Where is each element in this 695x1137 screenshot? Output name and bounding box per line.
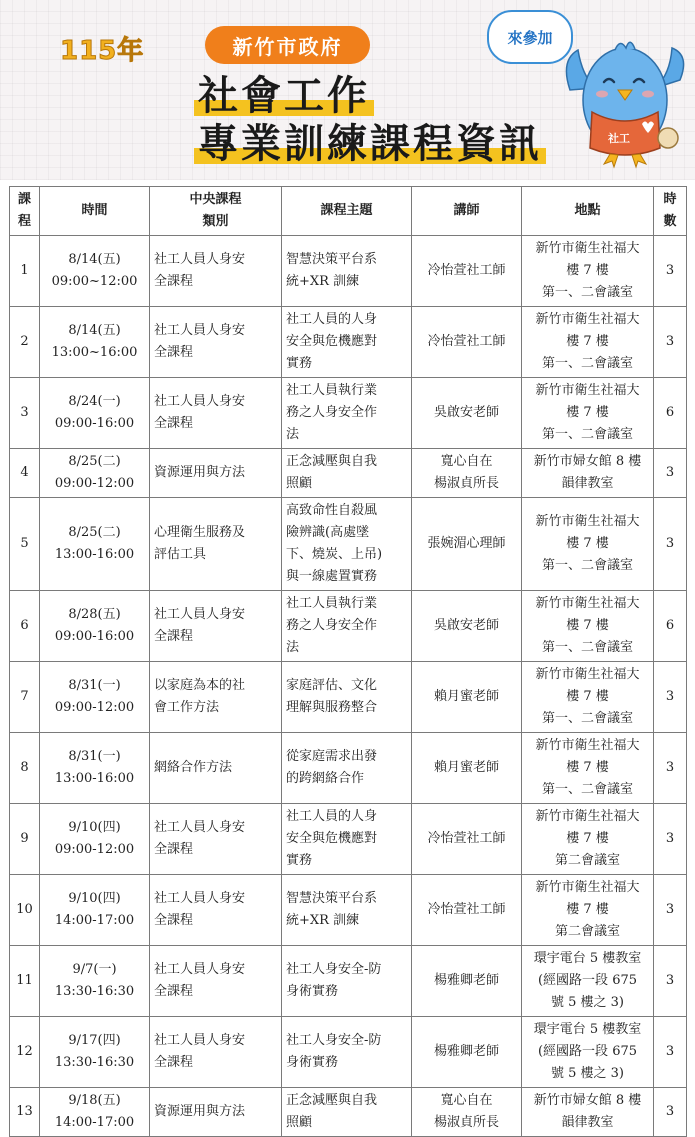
cell-time: 9/18(五) 14:00-17:00 bbox=[40, 1088, 150, 1137]
cell-course-no: 2 bbox=[10, 307, 40, 378]
col-header-time: 時間 bbox=[40, 187, 150, 236]
table-body bbox=[10, 236, 687, 1137]
col-header-topic: 課程主題 bbox=[282, 187, 412, 236]
cell-time: 8/31(一) 13:00-16:00 bbox=[40, 733, 150, 804]
cell-course-no: 11 bbox=[10, 946, 40, 1017]
cell-teacher: 賴月蜜老師 bbox=[412, 733, 522, 804]
cell-course-no: 12 bbox=[10, 1017, 40, 1088]
cell-teacher: 冷怡萱社工師 bbox=[412, 236, 522, 307]
col-header-hours: 時 數 bbox=[654, 187, 687, 236]
cell-hours: 6 bbox=[654, 378, 687, 449]
cell-topic: 智慧決策平台系 統+XR 訓練 bbox=[282, 236, 412, 307]
cell-category: 社工人員人身安 全課程 bbox=[150, 378, 282, 449]
cell-course-no: 3 bbox=[10, 378, 40, 449]
cell-hours: 3 bbox=[654, 449, 687, 498]
cell-teacher: 賴月蜜老師 bbox=[412, 662, 522, 733]
cell-teacher: 冷怡萱社工師 bbox=[412, 804, 522, 875]
cell-topic: 智慧決策平台系 統+XR 訓練 bbox=[282, 875, 412, 946]
cell-topic: 社工人身安全-防 身術實務 bbox=[282, 1017, 412, 1088]
cell-teacher: 吳啟安老師 bbox=[412, 591, 522, 662]
cell-hours: 3 bbox=[654, 662, 687, 733]
cell-time: 8/31(一) 09:00-12:00 bbox=[40, 662, 150, 733]
cell-hours: 3 bbox=[654, 307, 687, 378]
col-header-teacher: 講師 bbox=[412, 187, 522, 236]
cell-time: 8/24(一) 09:00-16:00 bbox=[40, 378, 150, 449]
cell-topic: 社工人員執行業 務之人身安全作 法 bbox=[282, 591, 412, 662]
cell-place: 新竹市衛生社福大 樓 7 樓 第二會議室 bbox=[522, 875, 654, 946]
vest-tag: 社工 bbox=[608, 132, 630, 145]
cell-hours: 3 bbox=[654, 1088, 687, 1137]
table-row bbox=[10, 498, 687, 591]
bird-mascot-icon bbox=[560, 20, 690, 180]
cell-topic: 從家庭需求出發 的跨網絡合作 bbox=[282, 733, 412, 804]
cell-time: 9/10(四) 09:00-12:00 bbox=[40, 804, 150, 875]
cell-hours: 3 bbox=[654, 236, 687, 307]
cell-course-no: 1 bbox=[10, 236, 40, 307]
title-line-1: 社會工作 bbox=[198, 72, 370, 120]
cell-course-no: 6 bbox=[10, 591, 40, 662]
cell-topic: 社工人員的人身 安全與危機應對 實務 bbox=[282, 804, 412, 875]
col-header-category: 中央課程 類別 bbox=[150, 187, 282, 236]
cell-time: 8/25(二) 13:00-16:00 bbox=[40, 498, 150, 591]
cell-topic: 正念減壓與自我 照顧 bbox=[282, 449, 412, 498]
cell-teacher: 楊雅卿老師 bbox=[412, 946, 522, 1017]
table-row bbox=[10, 733, 687, 804]
cell-category: 社工人員人身安 全課程 bbox=[150, 1017, 282, 1088]
cell-place: 新竹市衛生社福大 樓 7 樓 第一、二會議室 bbox=[522, 307, 654, 378]
title-line-2: 專業訓練課程資訊 bbox=[198, 120, 542, 168]
table-row bbox=[10, 1017, 687, 1088]
cell-hours: 3 bbox=[654, 804, 687, 875]
cell-teacher: 張婉湄心理師 bbox=[412, 498, 522, 591]
cell-topic: 社工人員的人身 安全與危機應對 實務 bbox=[282, 307, 412, 378]
cell-category: 以家庭為本的社 會工作方法 bbox=[150, 662, 282, 733]
cell-time: 8/28(五) 09:00-16:00 bbox=[40, 591, 150, 662]
cell-category: 社工人員人身安 全課程 bbox=[150, 946, 282, 1017]
course-table bbox=[9, 186, 687, 1137]
table-row bbox=[10, 236, 687, 307]
header-banner bbox=[0, 0, 695, 180]
cell-teacher: 冷怡萱社工師 bbox=[412, 307, 522, 378]
cell-topic: 社工人員執行業 務之人身安全作 法 bbox=[282, 378, 412, 449]
table-row bbox=[10, 307, 687, 378]
table-row bbox=[10, 1088, 687, 1137]
cell-place: 新竹市衛生社福大 樓 7 樓 第一、二會議室 bbox=[522, 378, 654, 449]
cell-time: 9/10(四) 14:00-17:00 bbox=[40, 875, 150, 946]
cell-topic: 社工人身安全-防 身術實務 bbox=[282, 946, 412, 1017]
cell-category: 社工人員人身安 全課程 bbox=[150, 307, 282, 378]
table-row bbox=[10, 591, 687, 662]
table-row bbox=[10, 804, 687, 875]
table-row bbox=[10, 946, 687, 1017]
cell-course-no: 9 bbox=[10, 804, 40, 875]
col-header-no: 課 程 bbox=[10, 187, 40, 236]
table-row bbox=[10, 378, 687, 449]
cell-course-no: 7 bbox=[10, 662, 40, 733]
cell-hours: 3 bbox=[654, 875, 687, 946]
cell-course-no: 8 bbox=[10, 733, 40, 804]
cell-place: 新竹市衛生社福大 樓 7 樓 第一、二會議室 bbox=[522, 662, 654, 733]
cell-place: 新竹市衛生社福大 樓 7 樓 第一、二會議室 bbox=[522, 498, 654, 591]
table-row bbox=[10, 449, 687, 498]
cell-hours: 3 bbox=[654, 733, 687, 804]
cell-place: 新竹市衛生社福大 樓 7 樓 第二會議室 bbox=[522, 804, 654, 875]
cell-place: 環宇電台 5 樓教室 (經國路一段 675 號 5 樓之 3) bbox=[522, 1017, 654, 1088]
organizer-badge: 新竹市政府 bbox=[205, 26, 370, 64]
cell-category: 社工人員人身安 全課程 bbox=[150, 804, 282, 875]
year-label: 115年 bbox=[60, 36, 145, 66]
cell-category: 社工人員人身安 全課程 bbox=[150, 875, 282, 946]
cell-place: 新竹市衛生社福大 樓 7 樓 第一、二會議室 bbox=[522, 236, 654, 307]
table-row bbox=[10, 662, 687, 733]
table-header-row bbox=[10, 187, 687, 236]
cell-time: 9/7(一) 13:30-16:30 bbox=[40, 946, 150, 1017]
cell-topic: 家庭評估、文化 理解與服務整合 bbox=[282, 662, 412, 733]
cell-category: 資源運用與方法 bbox=[150, 1088, 282, 1137]
cell-topic: 正念減壓與自我 照顧 bbox=[282, 1088, 412, 1137]
cell-place: 新竹市婦女館 8 樓 韻律教室 bbox=[522, 449, 654, 498]
cell-category: 社工人員人身安 全課程 bbox=[150, 236, 282, 307]
cell-time: 9/17(四) 13:30-16:30 bbox=[40, 1017, 150, 1088]
cell-category: 心理衛生服務及 評估工具 bbox=[150, 498, 282, 591]
cell-time: 8/25(二) 09:00-12:00 bbox=[40, 449, 150, 498]
col-header-place: 地點 bbox=[522, 187, 654, 236]
cell-course-no: 13 bbox=[10, 1088, 40, 1137]
cell-teacher: 寬心自在 楊淑貞所長 bbox=[412, 449, 522, 498]
cell-place: 新竹市衛生社福大 樓 7 樓 第一、二會議室 bbox=[522, 733, 654, 804]
cell-teacher: 吳啟安老師 bbox=[412, 378, 522, 449]
cell-hours: 3 bbox=[654, 946, 687, 1017]
cell-category: 資源運用與方法 bbox=[150, 449, 282, 498]
cell-hours: 6 bbox=[654, 591, 687, 662]
cell-course-no: 10 bbox=[10, 875, 40, 946]
cell-category: 網絡合作方法 bbox=[150, 733, 282, 804]
cell-time: 8/14(五) 09:00~12:00 bbox=[40, 236, 150, 307]
cell-teacher: 冷怡萱社工師 bbox=[412, 875, 522, 946]
cell-place: 環宇電台 5 樓教室 (經國路一段 675 號 5 樓之 3) bbox=[522, 946, 654, 1017]
cell-hours: 3 bbox=[654, 498, 687, 591]
cell-time: 8/14(五) 13:00~16:00 bbox=[40, 307, 150, 378]
cell-place: 新竹市婦女館 8 樓 韻律教室 bbox=[522, 1088, 654, 1137]
speech-bubble: 來參加 bbox=[487, 10, 573, 64]
cell-teacher: 寬心自在 楊淑貞所長 bbox=[412, 1088, 522, 1137]
cell-category: 社工人員人身安 全課程 bbox=[150, 591, 282, 662]
cell-hours: 3 bbox=[654, 1017, 687, 1088]
cell-topic: 高致命性自殺風 險辨識(高處墜 下、燒炭、上吊) 與一線處置實務 bbox=[282, 498, 412, 591]
cell-teacher: 楊雅卿老師 bbox=[412, 1017, 522, 1088]
cell-place: 新竹市衛生社福大 樓 7 樓 第一、二會議室 bbox=[522, 591, 654, 662]
cell-course-no: 5 bbox=[10, 498, 40, 591]
cell-course-no: 4 bbox=[10, 449, 40, 498]
table-row bbox=[10, 875, 687, 946]
